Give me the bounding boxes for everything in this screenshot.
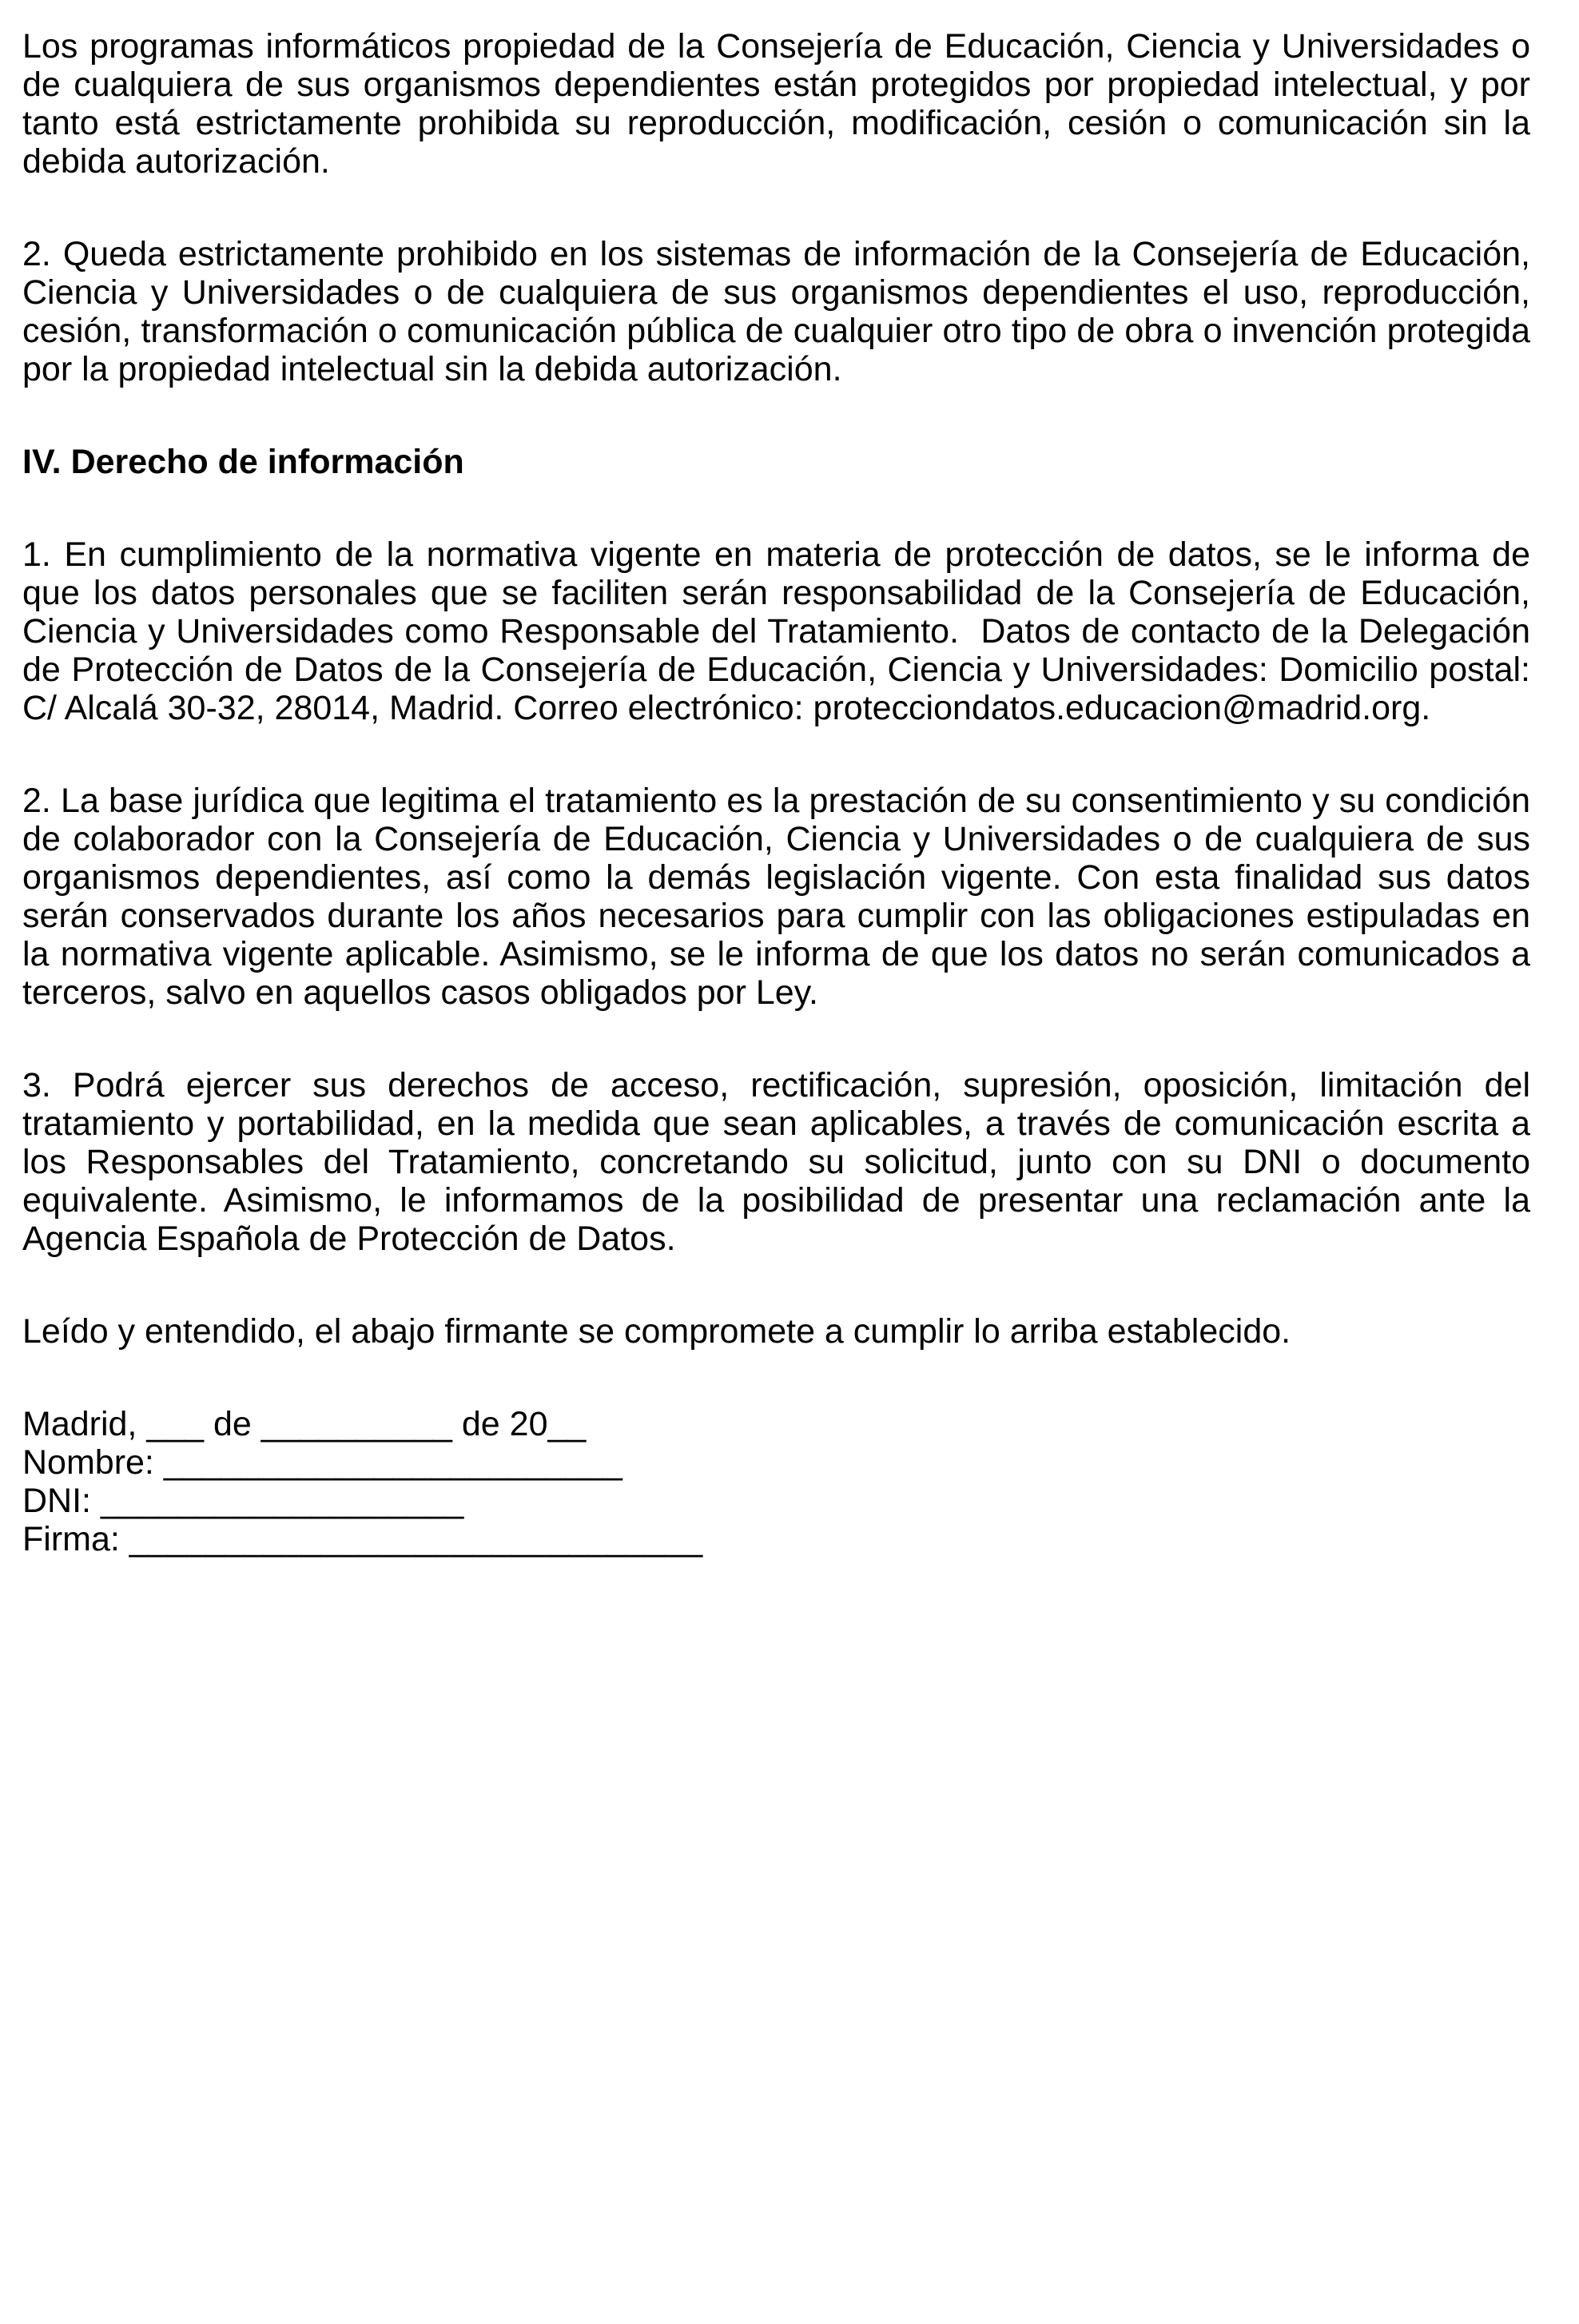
section-heading-derecho-informacion: IV. Derecho de información bbox=[22, 443, 464, 481]
signature-firma-line: Firma: ______________________________ bbox=[22, 1520, 703, 1558]
paragraph-prohibited-use: 2. Queda estrictamente prohibido en los sistemas de información de la Consejería de Educación, Ciencia y Universidades o de cualquiera de sus organismos dependientes el uso, reproducción, cesión, transformación o comunicación pública de cualquier otro tipo de obra o invención protegida por la propiedad intelectual sin la debida autorización. bbox=[22, 235, 1530, 388]
signature-name-line: Nombre: ________________________ bbox=[22, 1443, 622, 1482]
signature-block bbox=[22, 1405, 1530, 1558]
closing-statement: Leído y entendido, el abajo firmante se compromete a cumplir lo arriba establecido. bbox=[22, 1312, 1291, 1351]
signature-date-line: Madrid, ___ de __________ de 20__ bbox=[22, 1405, 587, 1443]
paragraph-rights-exercise: 3. Podrá ejercer sus derechos de acceso, rectificación, supresión, oposición, limitación del tratamiento y portabilidad, en la medida que sean aplicables, a través de comunicación escrita a los Responsables del Tratamiento, concretando su solicitud, junto con su DNI o documento equivalente. Asimismo, le informamos de la posibilidad de presentar una reclamación ante la Agencia Española de Protección de Datos. bbox=[22, 1066, 1530, 1258]
paragraph-data-protection-info: 1. En cumplimiento de la normativa vigente en materia de protección de datos, se le informa de que los datos personales que se faciliten serán responsabilidad de la Consejería de Educación, Ciencia y Universidades como Responsable del Tratamiento. Datos de contacto de la Delegación de Protección de Datos de la Consejería de Educación, Ciencia y Universidades: Domicilio postal: C/ Alcalá 30-32, 28014, Madrid. Correo electrónico: protecciondatos.educacion@madrid.org. bbox=[22, 535, 1530, 727]
paragraph-legal-basis: 2. La base jurídica que legitima el tratamiento es la prestación de su consentimiento y su condición de colaborador con la Consejería de Educación, Ciencia y Universidades o de cualquiera de sus organismos dependientes, así como la demás legislación vigente. Con esta finalidad sus datos serán conservados durante los años necesarios para cumplir con las obligaciones estipuladas en la normativa vigente aplicable. Asimismo, se le informa de que los datos no serán comunicados a terceros, salvo en aquellos casos obligados por Ley. bbox=[22, 782, 1530, 1012]
signature-dni-line: DNI: ___________________ bbox=[22, 1482, 464, 1520]
paragraph-software-property: Los programas informáticos propiedad de la Consejería de Educación, Ciencia y Universidades o de cualquiera de sus organismos dependientes están protegidos por propiedad intelectual, y por tanto está estrictamente prohibida su reproducción, modificación, cesión o comunicación sin la debida autorización. bbox=[22, 27, 1530, 181]
